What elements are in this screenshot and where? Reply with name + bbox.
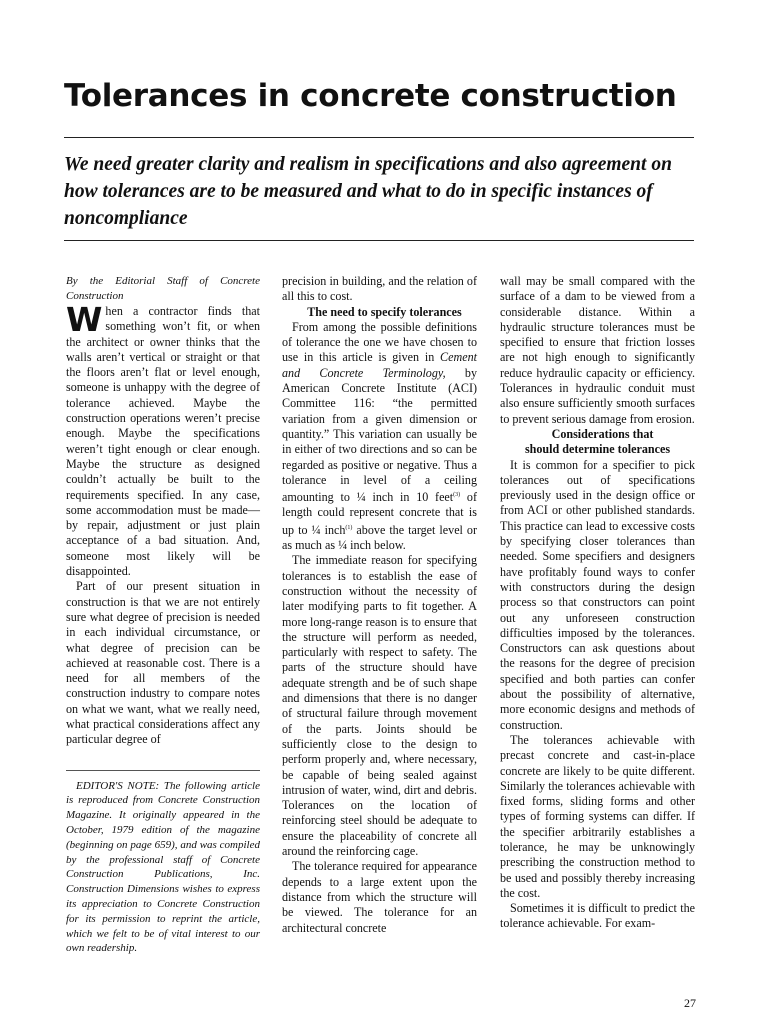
intro-paragraph [66, 300, 260, 579]
deck-divider [64, 240, 694, 241]
subhead-need-to-specify: The need to specify tolerances [307, 304, 462, 319]
paragraph: Sometimes it is difficult to predict the tolerance achievable. For exam- [500, 901, 695, 931]
editor-note [66, 770, 260, 957]
paragraph-continued: precision in building, and the relation of all this to cost. [282, 274, 477, 304]
text-run: by American Concrete Institute (ACI) Committee 116: “the permitted variation from a given dimension or quantity.” This variation can usually be in either of two directions and so can be regarded as positive or negative. Thus a tolerance in level of a ceiling amounting to ¼ inch in 10 feet [282, 365, 477, 505]
footnote-mark: (3) [453, 492, 461, 499]
paragraph: The tolerances achievable with precast concrete and cast-in-place concrete are likely to be quite different. Similarly the tolerances achievable with fixed forms, sliding forms and other types of forming systems can differ. If the specifier arbitrarily establishes a tolerance, he may be unknowingly prescribing the construction method to be used and possibly thereby increasing the cost. [500, 732, 695, 900]
intro-text: hen a contractor finds that something won’t fit, or when the architect or owner thinks that the walls aren’t vertical or straight or that the floors aren’t flat or level enough, someone is unhappy with the degree of tolerance achieved. Maybe the construction operations weren’t precise enough. Maybe the specifications weren’t tight enough or clear enough. Maybe the structure as designed couldn’t actually be built to the requirements specified. In any case, some accommodation must be made—by repair, adjustment or just plain acceptance of a bad situation. And, someone most likely will be disappointed. [66, 304, 260, 579]
paragraph: It is common for a specifier to pick tolerances out of specifications previously used in the design office or from ACI or other published standards. This practice can lead to excessive costs by specifying closer tolerances than needed. Some specifiers and designers have profitably found ways to confer with constructors during the design process so that constructors can point out any unforeseen construction difficulties imposed by the tolerances. Constructors can ask questions about the reasons for the degree of precision specified and both parties can confer about the possibility of alternative, more economic designs and methods of construction. [500, 457, 695, 732]
reference-title: Cement and Concrete Terminology, [282, 350, 477, 380]
footnote-mark: (1) [345, 524, 353, 531]
subhead-line: Considerations that [551, 426, 654, 441]
title-divider [64, 137, 694, 138]
paragraph [282, 320, 477, 554]
paragraph-continued: wall may be small compared with the surface of a dam to be viewed from a considerable distance. Within a hydraulic structure tolerances must be specified to ensure that friction losses are not high enough to significantly reduce hydraulic capacity or efficiency. Tolerances in hydraulic conduit must also ensure sufficiently smooth surfaces to prevent serious damage from erosion. [500, 274, 695, 426]
text-run: From among the possible definitions of tolerance the one we have chosen to use in this article is given in [282, 319, 477, 365]
text-run: of length could represent concrete that is up to ¼ inch [282, 490, 477, 537]
paragraph: Part of our present situation in construction is that we are not entirely sure what degree of precision is needed in each individual circumstance, or what degree of precision can be achieved at reasonable cost. There is a need for all members of the construction industry to compare notes on what we want, what we really need, what practical considerations affect any particular degree of [66, 579, 260, 747]
text-run: above the target level or as much as ¼ inch below. [282, 522, 477, 553]
article-title: Tolerances in concrete construction [64, 78, 677, 114]
drop-cap: W [66, 300, 103, 339]
page-number: 27 [684, 996, 696, 1010]
column-3 [500, 274, 695, 932]
paragraph: The tolerance required for appearance depends to a large extent upon the distance from which the structure will be viewed. The tolerance for an architectural concrete [282, 859, 477, 935]
subhead-line: should determine tolerances [524, 442, 671, 457]
byline: By the Editorial Staff of Concrete Construction [66, 275, 260, 302]
column-1 [66, 274, 260, 956]
subhead-considerations [500, 427, 695, 458]
paragraph: The immediate reason for specifying tolerances is to establish the ease of construction without the necessity of later modifying parts to fit together. A more long-range reason is to ensure that the structure will perform as needed, particularly with respect to safety. The parts of the structure should have adequate strength and be of such shape and dimensions that there is no danger of structural failure through movement of the parts. Joints should be sufficiently close to the design to perform properly and, where necessary, be capable of being sealed against intrusion of water, wind, dirt and debris. Tolerances on the location of reinforcing steel should be adequate to ensure the placeability of concrete all around the reinforcing cage. [282, 553, 477, 859]
column-2 [282, 274, 477, 936]
article-deck: We need greater clarity and realism in specifications and also agreement on how tolerances are to be measured and what to do in specific instances of noncompliance [64, 154, 672, 229]
editor-note-text: EDITOR'S NOTE: The following article is reproduced from Concrete Construction Magazine. It originally appeared in the October, 1979 edition of the magazine (beginning on page 659), and was compiled by the professional staff of Concrete Construction Publications, Inc. Construction Dimensions wishes to express its appreciation to Concrete Construction for its permission to reprint the article, which we felt to be of vital interest to our own readership. [66, 779, 260, 955]
